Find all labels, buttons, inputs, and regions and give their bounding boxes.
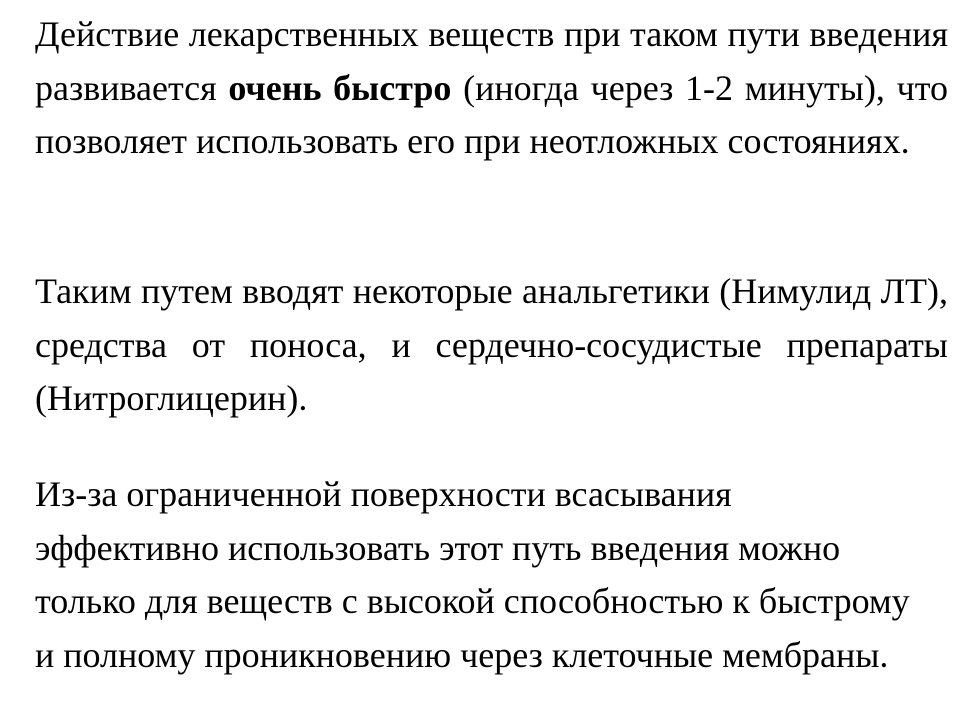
paragraph-onset-speed-text-end: (иногда через 1-2 минуты), что позволяет использовать его при неотложных состояниях. bbox=[35, 67, 948, 161]
paragraph-drug-examples: Таким путем вводят некоторые анальгетики (Нимулид ЛТ), средства от поноса, и сердечно-сосудистые препараты (Нитроглицерин). bbox=[35, 271, 948, 418]
paragraph-absorption-limitation: Из-за ограниченной поверхности всасывания эффективно использовать этот путь введения можно только для веществ с высокой способностью к быстрому и полному проникновению через клеточные мембраны. bbox=[35, 474, 910, 675]
paragraph-onset-speed-text-start: Действие лекарственных веществ при таком пути введения развивается bbox=[35, 14, 948, 108]
paragraph-onset-speed bbox=[35, 8, 948, 169]
emphasis-very-fast: очень быстро bbox=[228, 67, 452, 108]
